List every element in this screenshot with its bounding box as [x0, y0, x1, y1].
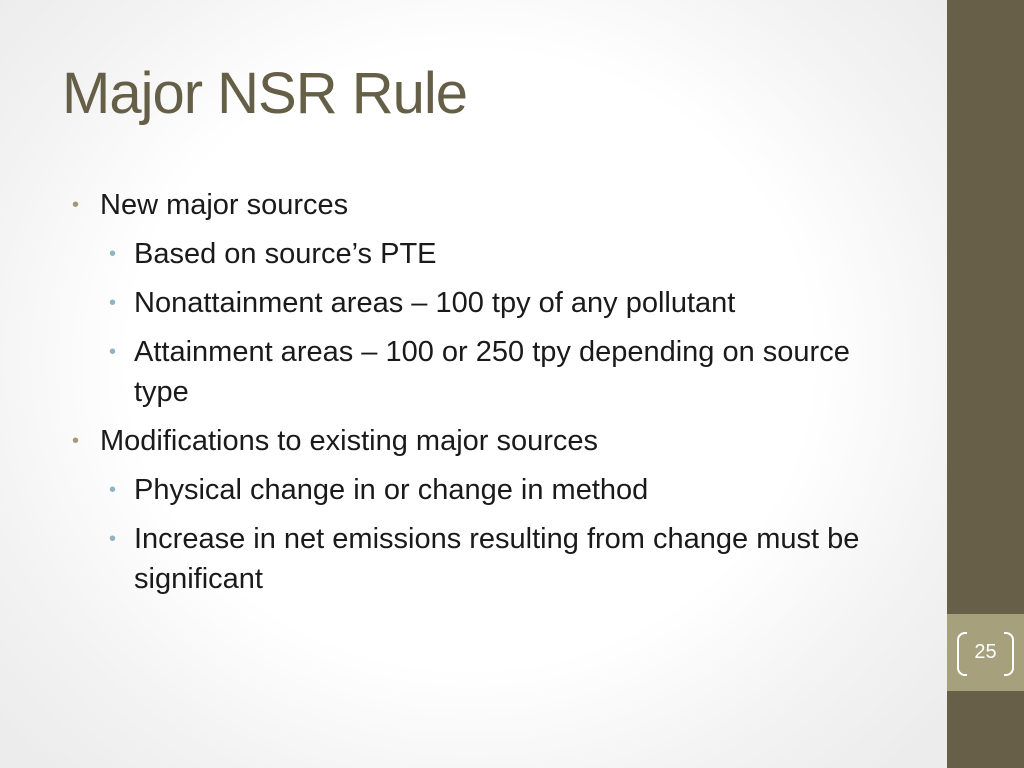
bullet-icon: •: [72, 430, 80, 452]
bullet-item-modifications: [72, 421, 872, 461]
sub-bullet-item-attainment: [72, 332, 872, 412]
bullet-text: Nonattainment areas – 100 tpy of any pollutant: [134, 287, 736, 319]
page-number-box: [947, 614, 1024, 691]
sub-bullet-item-net-emissions: [72, 519, 872, 599]
bullet-text: Increase in net emissions resulting from change must be significant: [134, 523, 860, 595]
sub-bullet-icon: •: [109, 341, 117, 363]
bullet-text: Physical change in or change in method: [134, 474, 649, 506]
bullet-text: New major sources: [100, 189, 349, 221]
bullet-list: [72, 185, 872, 608]
sub-bullet-item-nonattainment: [72, 283, 872, 323]
bullet-text: Modifications to existing major sources: [100, 425, 599, 457]
bullet-item-new-major-sources: [72, 185, 872, 225]
bullet-icon: •: [72, 194, 80, 216]
bullet-text: Based on source’s PTE: [134, 238, 437, 270]
sub-bullet-icon: •: [109, 292, 117, 314]
slide-title: Major NSR Rule: [62, 61, 467, 126]
page-number: 25: [974, 641, 997, 663]
bullet-text: Attainment areas – 100 or 250 tpy depending on source type: [134, 336, 850, 408]
sub-bullet-icon: •: [109, 528, 117, 550]
sub-bullet-icon: •: [109, 479, 117, 501]
sub-bullet-item-pte: [72, 234, 872, 274]
sub-bullet-icon: •: [109, 243, 117, 265]
sub-bullet-item-physical-change: [72, 470, 872, 510]
